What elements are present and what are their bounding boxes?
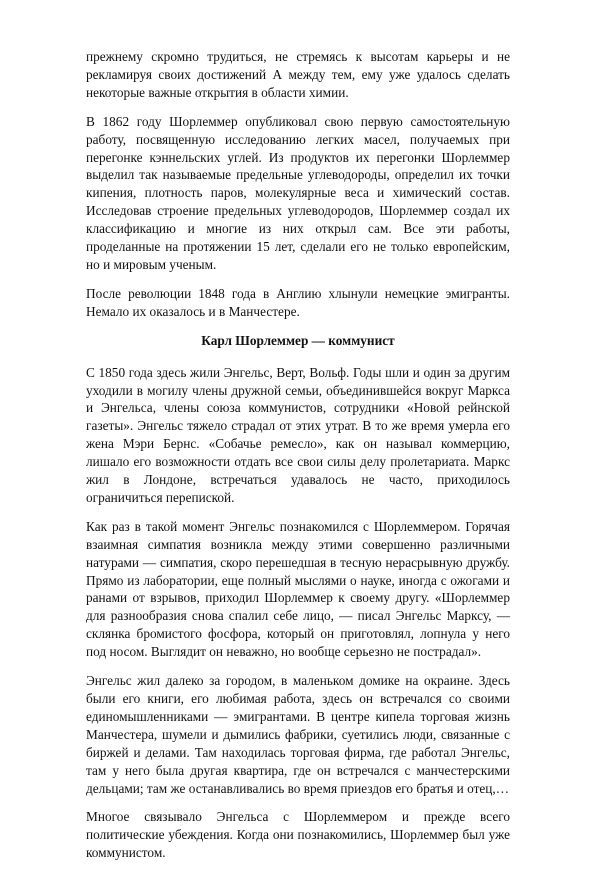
paragraph-engels-home: Энгельс жил далеко за городом, в маленьком домике на окраине. Здесь были его книги, его любимая работа, здесь он встречался со своими единомышленниками — эмигрантами. В центре кипела торговая жизнь Манчестера, шумели и дымились фабрики, суетились люди, связанные с биржей и делами. Там находилась торговая фирма, где работал Энгельс, там у него была другая квартира, где он встречался с манчестерскими дельцами; там же останавливались во время приездов его братья и отец,… xyxy=(86,673,510,796)
paragraph-emigrants: После революции 1848 года в Англию хлынули немецкие эмигранты. Немало их оказалось и в Манчестере. xyxy=(86,285,510,319)
text-body xyxy=(86,48,510,873)
paragraph-continuation: прежнему скромно трудиться, не стремясь к высотам карьеры и не рекламируя своих достижений А между тем, ему уже удалось сделать некоторые важные открытия в области химии. xyxy=(86,49,510,100)
paragraph-acquaintance: Как раз в такой момент Энгельс познакомился с Шорлеммером. Горячая взаимная симпатия возникла между этими совершенно различными натурами — симпатия, скоро перешедшая в тесную нерасрывную дружбу. Прямо из лаборатории, еще полный мыслями о науке, иногда с ожогами и ранами от взрывов, приходил Шорлеммер к своему другу. «Шорлеммер для разнообразия снова спалил себе лицо, — писал Энгельс Марксу, — склянка бромистого фосфора, который он приготовлял, лопнула у него под носом. Выглядит он неважно, но вообще серьезно не пострадал». xyxy=(86,518,510,660)
paragraph-political-views: Многое связывало Энгельса с Шорлеммером и прежде всего политические убеждения. Когда они познакомились, Шорлеммер был уже коммунистом. xyxy=(86,809,510,861)
paragraph-1862-research: В 1862 году Шорлеммер опубликовал свою первую самостоятельную работу, посвященную исследованию легких масел, получаемых при перегонке кэннельских углей. Из продуктов их перегонки Шорлеммер выделил так называемые предельные углеводороды, определил их точки кипения, плотность паров, молекулярные веса и химический состав. Исследовав строение предельных углеводородов, Шорлеммер создал их классификацию и многие из них открыл сам. Все эти работы, проделанные на протяжении 15 лет, сделали его не только европейским, но и мировым ученым. xyxy=(86,113,510,272)
section-heading: Карл Шорлеммер — коммунист xyxy=(201,332,395,348)
paragraph-1850: С 1850 года здесь жили Энгельс, Верт, Вольф. Годы шли и один за другим уходили в могилу члены дружной семьи, объединившейся вокруг Маркса и Энгельса, члены союза коммунистов, сотрудники «Новой рейнской газеты». Энгельс тяжело страдал от этих утрат. В то же время умерла его жена Мэри Бернс. «Собачье ремесло», как он называл коммерцию, лишало его возможности отдать все свои силы делу пролетариата. Маркс жил в Лондоне, встречаться удавалось не часто, приходилось ограничиться перепиской. xyxy=(86,364,510,505)
